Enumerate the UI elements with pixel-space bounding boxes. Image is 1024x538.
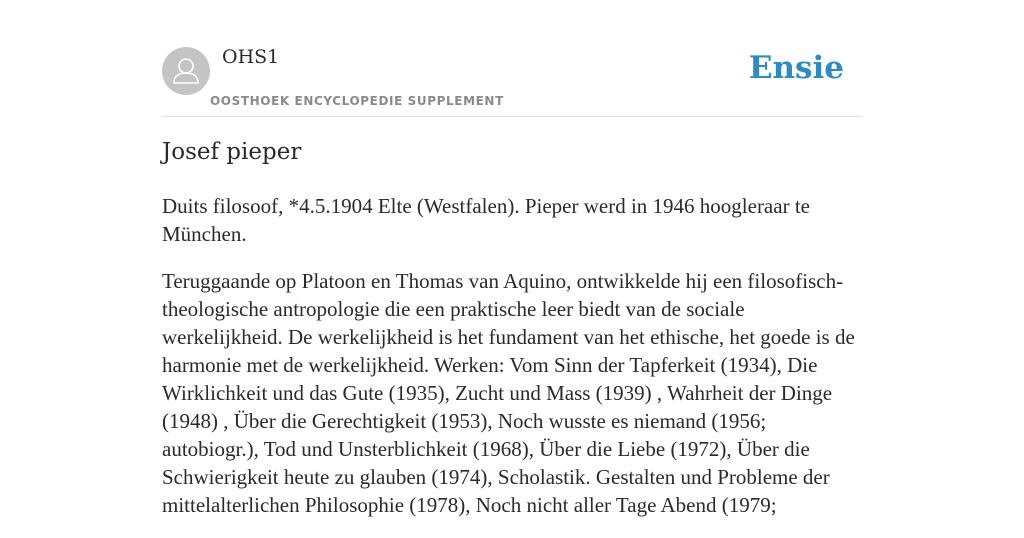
user-silhouette-icon — [162, 47, 210, 95]
article-paragraph: Teruggaande op Platoon en Thomas van Aquino, ontwikkelde hij een filosofisch-theologische antropologie die een praktische leer biedt van de sociale werkelijkheid. De werkelijkheid is het fundament van het ethische, het goede is de harmonie met de werkelijkheid. Werken: Vom Sinn der Tapferkeit (1934), Die Wirklichkeit und das Gute (1935), Zucht und Mass (1939) , Wahrheit der Dinge (1948) , Über die Gerechtigkeit (1953), Noch wusste es niemand (1956; autobiogr.), Tod und Unsterblichkeit (1968), Über die Liebe (1972), Über die Schwierigkeit heute zu glauben (1974), Scholastik. Gestalten und Probleme der mittelalterlichen Philosophie (1978), Noch nicht aller Tage Abend (1979; — [162, 269, 855, 517]
brand-logo[interactable]: Ensie — [748, 50, 844, 86]
author-name[interactable]: OHS1 — [222, 46, 280, 68]
page — [162, 0, 862, 517]
article-title: Josef pieper — [162, 139, 302, 165]
source-label[interactable]: OOSTHOEK ENCYCLOPEDIE SUPPLEMENT — [210, 94, 504, 108]
article-paragraph: Duits filosoof, *4.5.1904 Elte (Westfalen). Pieper werd in 1946 hoogleraar te München. — [162, 194, 810, 246]
header — [162, 0, 862, 117]
avatar[interactable] — [162, 47, 210, 95]
article-body — [162, 192, 862, 538]
